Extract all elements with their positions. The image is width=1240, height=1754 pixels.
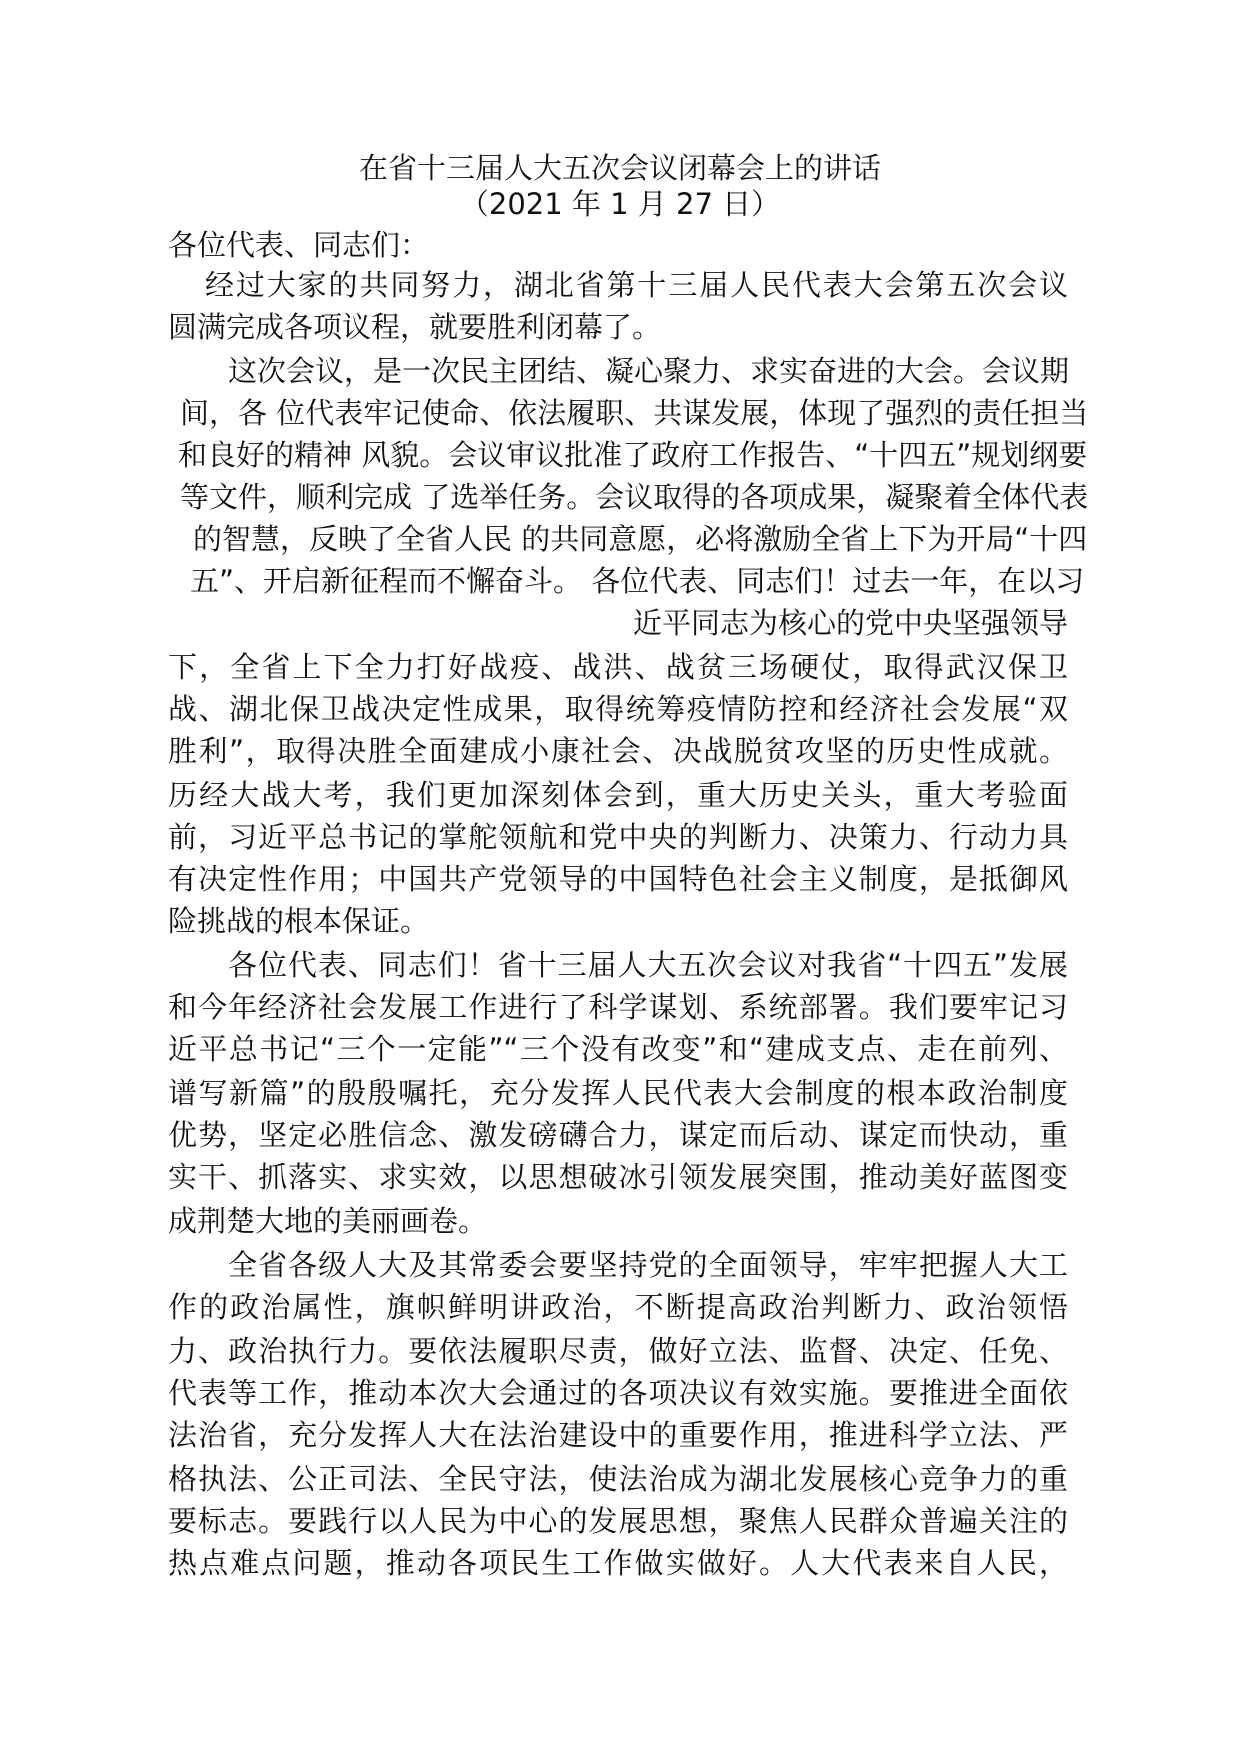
text-line: 法治省，充分发挥人大在法治建设中的重要作用，推进科学立法、严 [168,1418,1068,1452]
document-title: 在省十三届人大五次会议闭幕会上的讲话 [358,151,881,185]
text-line: 和良好的精神 风貌。会议审议批准了政府工作报告、“十四五”规划纲要 [178,438,1088,472]
text-line: 近平总书记“三个一定能”“三个没有改变”和“建成支点、走在前列、 [168,1032,1068,1066]
text-line: 有决定性作用；中国共产党领导的中国特色社会主义制度，是抵御风 [168,862,1068,896]
text-line: 实干、抓落实、求实效，以思想破冰引领发展突围，推动美好蓝图变 [168,1160,1068,1194]
text-line: 战、湖北保卫战决定性成果，取得统筹疫情防控和经济社会发展“双 [168,692,1068,726]
text-line: 全省各级人大及其常委会要坚持党的全面领导，牢牢把握人大工 [228,1248,1068,1282]
text-line: 优势，坚定必胜信念、激发磅礴合力，谋定而后动、谋定而快动，重 [168,1118,1068,1152]
text-line: 各位代表、同志们！省十三届人大五次会议对我省“十四五”发展 [228,948,1068,982]
text-line: 圆满完成各项议程，就要胜利闭幕了。 [168,310,662,344]
text-line: 要标志。要践行以人民为中心的发展思想，聚焦人民群众普遍关注的 [168,1504,1068,1538]
text-line: 经过大家的共同努力，湖北省第十三届人民代表大会第五次会议 [205,268,1068,302]
text-line: 历经大战大考，我们更加深刻体会到，重大历史关头，重大考验面 [168,778,1068,812]
text-line: 热点难点问题，推动各项民生工作做实做好。人大代表来自人民， [168,1546,1068,1580]
text-line: 的智慧，反映了全省人民 的共同意愿，必将激励全省上下为开局“十四 [193,522,1088,556]
salutation: 各位代表、同志们： [168,228,430,262]
text-line: 险挑战的根本保证。 [168,904,430,938]
text-line: 等文件，顺利完成 了选举任务。会议取得的各项成果，凝聚着全体代表 [180,480,1089,514]
text-line: 力、政治执行力。要依法履职尽责，做好立法、监督、决定、任免、 [168,1334,1068,1368]
text-line: 谱写新篇”的殷殷嘱托，充分发挥人民代表大会制度的根本政治制度 [168,1076,1068,1110]
text-line: 五”、开启新征程而不懈奋斗。 各位代表、同志们！过去一年，在以习 [190,564,1085,598]
text-line: 格执法、公正司法、全民守法，使法治成为湖北发展核心竞争力的重 [168,1462,1068,1496]
text-line: 这次会议，是一次民主团结、凝心聚力、求实奋进的大会。会议期 [228,354,1070,388]
text-line: 胜利”，取得决胜全面建成小康社会、决战脱贫攻坚的历史性成就。 [168,734,1068,768]
text-line: 作的政治属性，旗帜鲜明讲政治，不断提高政治判断力、政治领悟 [168,1290,1068,1324]
text-line: 前，习近平总书记的掌舵领航和党中央的判断力、决策力、行动力具 [168,820,1068,854]
text-line: 间，各 位代表牢记使命、依法履职、共谋发展，体现了强烈的责任担当 [180,396,1089,430]
text-line: 代表等工作，推动本次大会通过的各项决议有效实施。要推进全面依 [168,1376,1068,1410]
text-line: 下，全省上下全力打好战疫、战洪、战贫三场硬仗，取得武汉保卫 [168,650,1068,684]
document-date: （2021 年 1 月 27 日） [459,187,781,221]
text-line: 和今年经济社会发展工作进行了科学谋划、系统部署。我们要牢记习 [168,990,1068,1024]
text-line: 近平同志为核心的党中央坚强领导 [632,606,1068,640]
text-line: 成荆楚大地的美丽画卷。 [168,1204,488,1238]
